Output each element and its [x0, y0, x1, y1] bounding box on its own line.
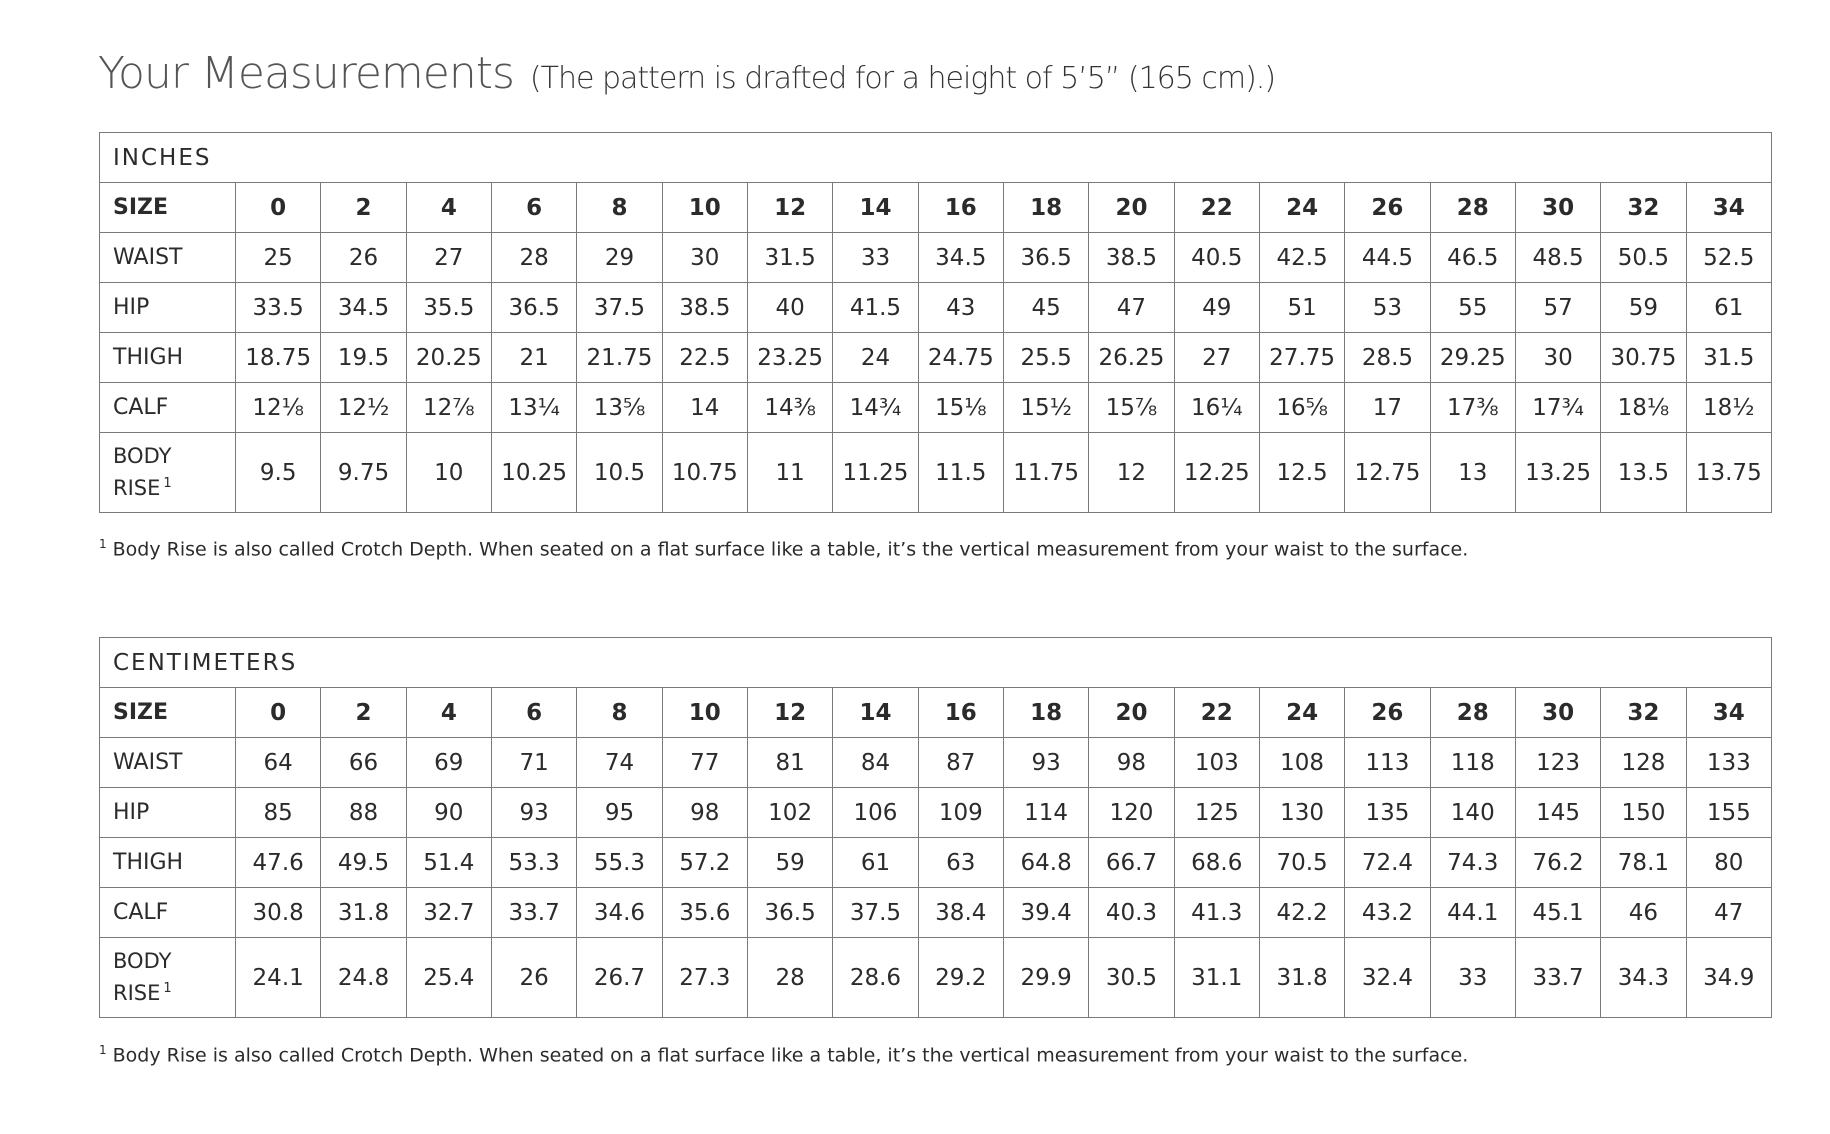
size-header-cell: 26 — [1345, 183, 1430, 233]
size-header-cell: 16 — [918, 688, 1003, 738]
table-cell: 76.2 — [1515, 838, 1600, 888]
table-cell: 32.7 — [406, 888, 491, 938]
size-header-cell: 0 — [236, 183, 321, 233]
unit-header-row — [100, 133, 1772, 183]
size-header-cell: 30 — [1515, 688, 1600, 738]
table-cell: 32.4 — [1345, 938, 1430, 1018]
table-cell: 64.8 — [1003, 838, 1088, 888]
footnote-mark: 1 — [99, 537, 107, 551]
row-label-line — [113, 975, 235, 1007]
table-cell: 31.8 — [321, 888, 406, 938]
size-header-cell: 6 — [491, 183, 576, 233]
table-cell: 39.4 — [1003, 888, 1088, 938]
size-header-cell: 4 — [406, 183, 491, 233]
table-cell: 40.3 — [1089, 888, 1174, 938]
table-cell: 53 — [1345, 283, 1430, 333]
table-cell: 52.5 — [1686, 233, 1771, 283]
table-cell: 36.5 — [747, 888, 832, 938]
table-cell: 13 — [1430, 433, 1515, 513]
table-cell: 80 — [1686, 838, 1771, 888]
table-cell: 46 — [1601, 888, 1686, 938]
table-cell: 30.8 — [236, 888, 321, 938]
size-header-cell: 8 — [577, 688, 662, 738]
size-header-cell: 12 — [747, 183, 832, 233]
table-cell: 77 — [662, 738, 747, 788]
size-header-cell: 34 — [1686, 183, 1771, 233]
size-header-cell: 32 — [1601, 688, 1686, 738]
table-cell: 31.8 — [1259, 938, 1344, 1018]
table-cell: 24 — [833, 333, 918, 383]
table-cell: 84 — [833, 738, 918, 788]
table-cell: 45 — [1003, 283, 1088, 333]
footnote-mark: 1 — [99, 1043, 107, 1057]
footnote-text: Body Rise is also called Crotch Depth. When seated on a flat surface like a table, it’s the vertical measurement from your waist to the surface. — [112, 538, 1469, 561]
row-label: CALF — [100, 383, 236, 433]
size-header-cell: 2 — [321, 688, 406, 738]
table-cell: 88 — [321, 788, 406, 838]
table-cell: 28 — [491, 233, 576, 283]
table-cell: 74.3 — [1430, 838, 1515, 888]
table-cell: 87 — [918, 738, 1003, 788]
row-label-line: BODY — [113, 444, 172, 468]
table-cell: 18½ — [1686, 383, 1771, 433]
table-cell: 59 — [1601, 283, 1686, 333]
table-cell: 10 — [406, 433, 491, 513]
size-header-cell: 14 — [833, 183, 918, 233]
table-cell: 24.8 — [321, 938, 406, 1018]
table-cell: 12.25 — [1174, 433, 1259, 513]
row-label: WAIST — [100, 738, 236, 788]
size-header-cell: 18 — [1003, 183, 1088, 233]
table-cell: 93 — [491, 788, 576, 838]
table-cell: 10.5 — [577, 433, 662, 513]
table-cell: 70.5 — [1259, 838, 1344, 888]
size-header-cell: 12 — [747, 688, 832, 738]
row-label — [100, 433, 236, 513]
table-cell: 17⅜ — [1430, 383, 1515, 433]
size-header-cell: 10 — [662, 183, 747, 233]
table-cell: 30 — [662, 233, 747, 283]
table-cell: 74 — [577, 738, 662, 788]
table-cell: 47 — [1686, 888, 1771, 938]
table-cell: 11 — [747, 433, 832, 513]
table-cell: 35.6 — [662, 888, 747, 938]
table-cell: 130 — [1259, 788, 1344, 838]
table-cell: 33.7 — [1515, 938, 1600, 1018]
table-cell: 21.75 — [577, 333, 662, 383]
size-header-cell: 0 — [236, 688, 321, 738]
size-header-cell: 14 — [833, 688, 918, 738]
table-cell: 14⅜ — [747, 383, 832, 433]
row-label: THIGH — [100, 333, 236, 383]
table-cell: 16⅝ — [1259, 383, 1344, 433]
unit-heading: CENTIMETERS — [100, 638, 1772, 688]
table-cell: 12.75 — [1345, 433, 1430, 513]
table-cell: 38.4 — [918, 888, 1003, 938]
table-cell: 103 — [1174, 738, 1259, 788]
table-cell: 34.5 — [918, 233, 1003, 283]
table-cell: 26 — [321, 233, 406, 283]
size-header-cell: 18 — [1003, 688, 1088, 738]
row-label: SIZE — [100, 183, 236, 233]
table-cell: 46.5 — [1430, 233, 1515, 283]
footnote-text: Body Rise is also called Crotch Depth. When seated on a flat surface like a table, it’s the vertical measurement from your waist to the surface. — [112, 1044, 1469, 1067]
inches-footnote — [99, 537, 1468, 560]
size-header-cell: 22 — [1174, 688, 1259, 738]
row-label: SIZE — [100, 688, 236, 738]
row-label-line — [113, 470, 235, 502]
table-cell: 69 — [406, 738, 491, 788]
table-cell: 30.5 — [1089, 938, 1174, 1018]
table-cell: 18.75 — [236, 333, 321, 383]
table-cell: 13.5 — [1601, 433, 1686, 513]
size-header-cell: 26 — [1345, 688, 1430, 738]
table-cell: 66 — [321, 738, 406, 788]
table-cell: 14 — [662, 383, 747, 433]
table-cell: 12 — [1089, 433, 1174, 513]
size-header-cell: 22 — [1174, 183, 1259, 233]
table-cell: 41.3 — [1174, 888, 1259, 938]
table-cell: 57.2 — [662, 838, 747, 888]
table-cell: 29.9 — [1003, 938, 1088, 1018]
table-cell: 49 — [1174, 283, 1259, 333]
size-header-cell: 24 — [1259, 183, 1344, 233]
table-cell: 33.7 — [491, 888, 576, 938]
table-cell: 113 — [1345, 738, 1430, 788]
table-cell: 15⅞ — [1089, 383, 1174, 433]
table-cell: 31.5 — [747, 233, 832, 283]
table-cell: 40.5 — [1174, 233, 1259, 283]
table-cell: 9.75 — [321, 433, 406, 513]
unit-header-row — [100, 638, 1772, 688]
table-cell: 13¼ — [491, 383, 576, 433]
centimeters-footnote — [99, 1043, 1468, 1066]
table-cell: 21 — [491, 333, 576, 383]
table-cell: 33 — [1430, 938, 1515, 1018]
table-cell: 27 — [1174, 333, 1259, 383]
size-header-cell: 8 — [577, 183, 662, 233]
table-cell: 12½ — [321, 383, 406, 433]
table-cell: 64 — [236, 738, 321, 788]
table-row — [100, 788, 1772, 838]
table-cell: 51.4 — [406, 838, 491, 888]
table-cell: 15⅛ — [918, 383, 1003, 433]
table-cell: 81 — [747, 738, 832, 788]
row-label-text: RISE — [113, 981, 161, 1005]
table-cell: 63 — [918, 838, 1003, 888]
table-cell: 43.2 — [1345, 888, 1430, 938]
table-row — [100, 333, 1772, 383]
table-cell: 36.5 — [491, 283, 576, 333]
row-label: THIGH — [100, 838, 236, 888]
table-cell: 13⅝ — [577, 383, 662, 433]
table-cell: 27.3 — [662, 938, 747, 1018]
table-cell: 57 — [1515, 283, 1600, 333]
table-cell: 18⅛ — [1601, 383, 1686, 433]
table-cell: 47.6 — [236, 838, 321, 888]
table-cell: 30 — [1515, 333, 1600, 383]
table-cell: 61 — [833, 838, 918, 888]
table-cell: 10.25 — [491, 433, 576, 513]
row-label: HIP — [100, 283, 236, 333]
table-cell: 133 — [1686, 738, 1771, 788]
table-cell: 41.5 — [833, 283, 918, 333]
table-cell: 11.5 — [918, 433, 1003, 513]
table-cell: 29 — [577, 233, 662, 283]
table-cell: 128 — [1601, 738, 1686, 788]
size-header-row — [100, 688, 1772, 738]
page-title: Your Measurements — [98, 48, 514, 99]
inches-size-table — [99, 132, 1772, 513]
table-row — [100, 433, 1772, 513]
table-row — [100, 738, 1772, 788]
size-header-row — [100, 183, 1772, 233]
table-cell: 59 — [747, 838, 832, 888]
table-cell: 51 — [1259, 283, 1344, 333]
table-cell: 25 — [236, 233, 321, 283]
table-cell: 72.4 — [1345, 838, 1430, 888]
table-cell: 25.4 — [406, 938, 491, 1018]
table-cell: 26.7 — [577, 938, 662, 1018]
table-cell: 37.5 — [577, 283, 662, 333]
table-cell: 30.75 — [1601, 333, 1686, 383]
table-cell: 23.25 — [747, 333, 832, 383]
table-cell: 85 — [236, 788, 321, 838]
table-cell: 145 — [1515, 788, 1600, 838]
table-cell: 106 — [833, 788, 918, 838]
table-cell: 24.1 — [236, 938, 321, 1018]
row-label: HIP — [100, 788, 236, 838]
table-cell: 28.6 — [833, 938, 918, 1018]
size-header-cell: 30 — [1515, 183, 1600, 233]
table-cell: 38.5 — [1089, 233, 1174, 283]
table-row — [100, 233, 1772, 283]
size-header-cell: 10 — [662, 688, 747, 738]
table-cell: 135 — [1345, 788, 1430, 838]
row-label-text: RISE — [113, 476, 161, 500]
table-cell: 16¼ — [1174, 383, 1259, 433]
footnote-mark: 1 — [163, 981, 172, 996]
table-cell: 118 — [1430, 738, 1515, 788]
table-cell: 29.2 — [918, 938, 1003, 1018]
table-cell: 125 — [1174, 788, 1259, 838]
table-cell: 13.75 — [1686, 433, 1771, 513]
table-cell: 48.5 — [1515, 233, 1600, 283]
table-cell: 11.25 — [833, 433, 918, 513]
size-header-cell: 28 — [1430, 688, 1515, 738]
table-cell: 155 — [1686, 788, 1771, 838]
table-cell: 71 — [491, 738, 576, 788]
table-cell: 45.1 — [1515, 888, 1600, 938]
table-cell: 34.3 — [1601, 938, 1686, 1018]
table-cell: 93 — [1003, 738, 1088, 788]
table-cell: 27.75 — [1259, 333, 1344, 383]
table-cell: 28 — [747, 938, 832, 1018]
centimeters-size-table — [99, 637, 1772, 1018]
table-cell: 114 — [1003, 788, 1088, 838]
table-row — [100, 938, 1772, 1018]
table-cell: 12.5 — [1259, 433, 1344, 513]
table-cell: 17¾ — [1515, 383, 1600, 433]
table-cell: 31.1 — [1174, 938, 1259, 1018]
size-header-cell: 28 — [1430, 183, 1515, 233]
row-label: CALF — [100, 888, 236, 938]
unit-heading: INCHES — [100, 133, 1772, 183]
table-cell: 12⅛ — [236, 383, 321, 433]
table-cell: 78.1 — [1601, 838, 1686, 888]
page-subtitle: (The pattern is drafted for a height of 5’5” (165 cm).) — [529, 61, 1276, 96]
row-label-line: BODY — [113, 949, 172, 973]
size-header-cell: 20 — [1089, 688, 1174, 738]
size-header-cell: 24 — [1259, 688, 1344, 738]
table-cell: 25.5 — [1003, 333, 1088, 383]
footnote-mark: 1 — [163, 476, 172, 491]
table-cell: 19.5 — [321, 333, 406, 383]
table-cell: 44.5 — [1345, 233, 1430, 283]
size-header-cell: 16 — [918, 183, 1003, 233]
table-cell: 50.5 — [1601, 233, 1686, 283]
table-cell: 43 — [918, 283, 1003, 333]
table-cell: 14¾ — [833, 383, 918, 433]
table-cell: 120 — [1089, 788, 1174, 838]
table-cell: 102 — [747, 788, 832, 838]
row-label — [100, 938, 236, 1018]
table-cell: 150 — [1601, 788, 1686, 838]
table-cell: 140 — [1430, 788, 1515, 838]
row-label: WAIST — [100, 233, 236, 283]
table-cell: 66.7 — [1089, 838, 1174, 888]
table-cell: 36.5 — [1003, 233, 1088, 283]
size-header-cell: 20 — [1089, 183, 1174, 233]
table-cell: 98 — [662, 788, 747, 838]
size-header-cell: 6 — [491, 688, 576, 738]
table-cell: 33 — [833, 233, 918, 283]
table-cell: 17 — [1345, 383, 1430, 433]
table-cell: 49.5 — [321, 838, 406, 888]
size-header-cell: 34 — [1686, 688, 1771, 738]
size-header-cell: 2 — [321, 183, 406, 233]
table-cell: 31.5 — [1686, 333, 1771, 383]
table-cell: 98 — [1089, 738, 1174, 788]
table-cell: 27 — [406, 233, 491, 283]
table-cell: 42.2 — [1259, 888, 1344, 938]
table-cell: 108 — [1259, 738, 1344, 788]
table-cell: 13.25 — [1515, 433, 1600, 513]
table-cell: 40 — [747, 283, 832, 333]
table-cell: 28.5 — [1345, 333, 1430, 383]
table-cell: 12⅞ — [406, 383, 491, 433]
table-row — [100, 888, 1772, 938]
table-cell: 15½ — [1003, 383, 1088, 433]
page-header — [98, 48, 1275, 99]
table-cell: 29.25 — [1430, 333, 1515, 383]
table-cell: 34.6 — [577, 888, 662, 938]
table-cell: 123 — [1515, 738, 1600, 788]
table-cell: 55 — [1430, 283, 1515, 333]
table-cell: 35.5 — [406, 283, 491, 333]
table-cell: 61 — [1686, 283, 1771, 333]
table-cell: 9.5 — [236, 433, 321, 513]
table-cell: 11.75 — [1003, 433, 1088, 513]
table-cell: 26 — [491, 938, 576, 1018]
table-row — [100, 283, 1772, 333]
size-header-cell: 4 — [406, 688, 491, 738]
table-cell: 68.6 — [1174, 838, 1259, 888]
table-cell: 95 — [577, 788, 662, 838]
table-cell: 53.3 — [491, 838, 576, 888]
table-row — [100, 383, 1772, 433]
table-cell: 90 — [406, 788, 491, 838]
table-cell: 10.75 — [662, 433, 747, 513]
table-cell: 33.5 — [236, 283, 321, 333]
table-cell: 44.1 — [1430, 888, 1515, 938]
table-cell: 55.3 — [577, 838, 662, 888]
table-cell: 22.5 — [662, 333, 747, 383]
table-cell: 109 — [918, 788, 1003, 838]
table-cell: 47 — [1089, 283, 1174, 333]
table-cell: 26.25 — [1089, 333, 1174, 383]
table-row — [100, 838, 1772, 888]
table-cell: 34.9 — [1686, 938, 1771, 1018]
table-cell: 20.25 — [406, 333, 491, 383]
table-cell: 24.75 — [918, 333, 1003, 383]
table-cell: 38.5 — [662, 283, 747, 333]
table-cell: 34.5 — [321, 283, 406, 333]
size-header-cell: 32 — [1601, 183, 1686, 233]
table-cell: 37.5 — [833, 888, 918, 938]
table-cell: 42.5 — [1259, 233, 1344, 283]
